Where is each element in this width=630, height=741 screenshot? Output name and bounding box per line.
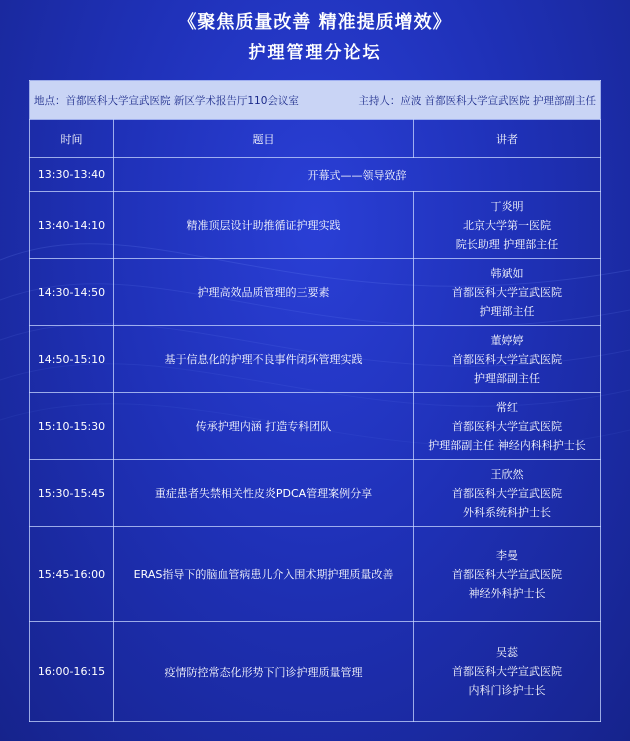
topic-cell: 疫情防控常态化形势下门诊护理质量管理 xyxy=(114,622,414,722)
table-row xyxy=(30,527,601,622)
time-cell: 13:40-14:10 xyxy=(30,192,114,259)
speaker-name: 董婷婷 xyxy=(490,333,524,347)
schedule-table xyxy=(29,80,601,722)
speaker-role: 神经外科护士长 xyxy=(468,586,546,600)
topic-cell: 重症患者失禁相关性皮炎PDCA管理案例分享 xyxy=(114,460,414,527)
time-cell: 15:45-16:00 xyxy=(30,527,114,622)
header-speaker: 讲者 xyxy=(414,120,601,158)
page-title: 《聚焦质量改善 精准提质增效》 xyxy=(178,12,452,33)
table-row-opening xyxy=(30,158,601,192)
info-row xyxy=(30,81,601,120)
table-row xyxy=(30,622,601,722)
time-cell: 15:30-15:45 xyxy=(30,460,114,527)
table-row xyxy=(30,259,601,326)
time-cell: 14:30-14:50 xyxy=(30,259,114,326)
speaker-org: 首都医科大学宣武医院 xyxy=(452,567,563,581)
speaker-org: 首都医科大学宣武医院 xyxy=(452,285,563,299)
host-text: 主持人：应波 首都医科大学宣武医院 护理部副主任 xyxy=(358,94,597,107)
time-cell: 15:10-15:30 xyxy=(30,393,114,460)
speaker-org: 首都医科大学宣武医院 xyxy=(452,419,563,433)
speaker-cell xyxy=(414,622,601,722)
time-cell: 13:30-13:40 xyxy=(30,158,114,192)
speaker-org: 首都医科大学宣武医院 xyxy=(452,352,563,366)
time-cell: 16:00-16:15 xyxy=(30,622,114,722)
topic-cell: 精准顶层设计助推循证护理实践 xyxy=(114,192,414,259)
info-cell xyxy=(30,81,601,120)
topic-cell: 基于信息化的护理不良事件闭环管理实践 xyxy=(114,326,414,393)
header-time: 时间 xyxy=(30,120,114,158)
time-cell: 14:50-15:10 xyxy=(30,326,114,393)
table-row xyxy=(30,192,601,259)
speaker-name: 韩斌如 xyxy=(490,266,524,280)
speaker-role: 护理部副主任 xyxy=(474,371,541,385)
speaker-cell xyxy=(414,393,601,460)
speaker-name: 常红 xyxy=(496,400,519,414)
speaker-cell xyxy=(414,192,601,259)
speaker-cell xyxy=(414,326,601,393)
table-row xyxy=(30,326,601,393)
speaker-name: 吴蕊 xyxy=(496,646,519,659)
speaker-org: 北京大学第一医院 xyxy=(463,218,552,232)
header xyxy=(0,10,630,66)
speaker-role: 护理部副主任 神经内科科护士长 xyxy=(428,438,586,452)
table-header-row xyxy=(30,120,601,158)
speaker-role: 外科系统科护士长 xyxy=(463,505,552,519)
table-row xyxy=(30,393,601,460)
opening-topic: 开幕式——领导致辞 xyxy=(114,158,601,192)
speaker-org: 首都医科大学宣武医院 xyxy=(452,665,563,678)
speaker-name: 王欣然 xyxy=(490,467,524,481)
speaker-cell xyxy=(414,460,601,527)
topic-cell: ERAS指导下的脑血管病患儿介入围术期护理质量改善 xyxy=(114,527,414,622)
speaker-role: 院长助理 护理部主任 xyxy=(455,237,559,251)
speaker-cell xyxy=(414,527,601,622)
speaker-org: 首都医科大学宣武医院 xyxy=(452,486,563,500)
speaker-cell xyxy=(414,259,601,326)
speaker-name: 丁炎明 xyxy=(490,199,524,213)
speaker-role: 内科门诊护士长 xyxy=(468,684,546,697)
speaker-role: 护理部主任 xyxy=(479,304,535,318)
topic-cell: 护理高效品质管理的三要素 xyxy=(114,259,414,326)
location-text: 地点：首都医科大学宣武医院 新区学术报告厅110会议室 xyxy=(34,94,299,107)
topic-cell: 传承护理内涵 打造专科团队 xyxy=(114,393,414,460)
speaker-name: 李曼 xyxy=(496,548,519,562)
header-topic: 题目 xyxy=(114,120,414,158)
page-subtitle: 护理管理分论坛 xyxy=(248,43,382,63)
table-row xyxy=(30,460,601,527)
